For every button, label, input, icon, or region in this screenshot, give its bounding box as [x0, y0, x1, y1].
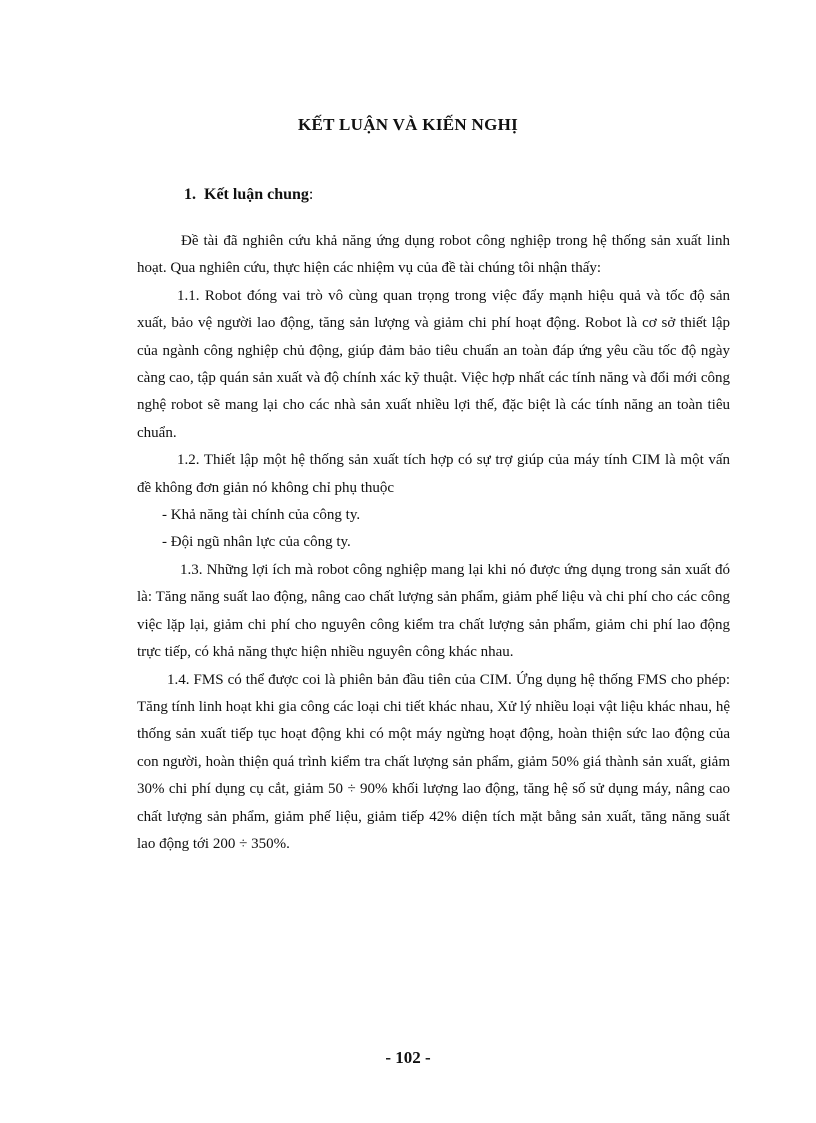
- bullet-item: - Khả năng tài chính của công ty.: [162, 507, 361, 524]
- section-number: 1.: [184, 186, 196, 203]
- paragraph-1-2: 1.2. Thiết lập một hệ thống sản xuất tích hợp có sự trợ giúp của máy tính CIM là một vấn đề không đơn giản nó không chỉ phụ thuộc: [137, 452, 730, 496]
- paragraph-intro: Đề tài đã nghiên cứu khả năng ứng dụng robot công nghiệp trong hệ thống sản xuất linh hoạt. Qua nghiên cứu, thực hiện các nhiệm vụ của đề tài chúng tôi nhận thấy:: [137, 233, 730, 277]
- section-heading-suffix: :: [308, 186, 314, 203]
- section-heading-text: Kết luận chung: [204, 186, 309, 203]
- paragraph-1-1: 1.1. Robot đóng vai trò vô cùng quan trọng trong việc đẩy mạnh hiệu quả và tốc độ sản xuất, bảo vệ người lao động, tăng sản lượng và giảm chi phí hoạt động. Robot là cơ sở thiết lập của ngành công nghiệp chủ động, giúp đảm bảo tiêu chuẩn an toàn đáp ứng yêu cầu tốc độ ngày càng cao, tập quán sản xuất và độ chính xác kỹ thuật. Việc hợp nhất các tính năng và đổi mới công nghệ robot sẽ mang lại cho các nhà sản xuất nhiều lợi thế, đặc biệt là các tính năng an toàn tiêu chuẩn.: [137, 287, 730, 441]
- paragraph-1-4: 1.4. FMS có thể được coi là phiên bản đầu tiên của CIM. Ứng dụng hệ thống FMS cho phép: Tăng tính linh hoạt khi gia công các loại chi tiết khác nhau, Xử lý nhiều loại vật liệu khác nhau, hệ thống sản xuất tiếp tục hoạt động khi có một máy ngừng hoạt động, hoàn thiện sức lao động của con người, hoàn thiện quá trình kiểm tra chất lượng sản phẩm, giảm 50% giá thành sản xuất, giảm 30% chi phí dụng cụ cắt, giảm 50 ÷ 90% khối lượng lao động, tăng hệ số sử dụng máy, nâng cao chất lượng sản phẩm, giảm phế liệu, giảm tiếp 42% diện tích mặt bằng sản xuất, tăng năng suất lao động tới 200 ÷ 350%.: [137, 671, 730, 852]
- paragraph-1-3: 1.3. Những lợi ích mà robot công nghiệp mang lại khi nó được ứng dụng trong sản xuất đó là: Tăng năng suất lao động, nâng cao chất lượng sản phẩm, giảm phế liệu và chi phí cho các công việc lặp lại, giảm chi phí cho nguyên công kiểm tra chất lượng sản phẩm, giảm chi phí lao động trực tiếp, có khả năng thực hiện nhiều nguyên công khác nhau.: [137, 561, 730, 661]
- bullet-item: - Đội ngũ nhân lực của công ty.: [162, 534, 351, 551]
- page-number: - 102 -: [385, 1048, 431, 1067]
- section-heading: [184, 186, 313, 204]
- page-title: KẾT LUẬN VÀ KIẾN NGHỊ: [297, 115, 519, 134]
- body-text: [137, 228, 730, 858]
